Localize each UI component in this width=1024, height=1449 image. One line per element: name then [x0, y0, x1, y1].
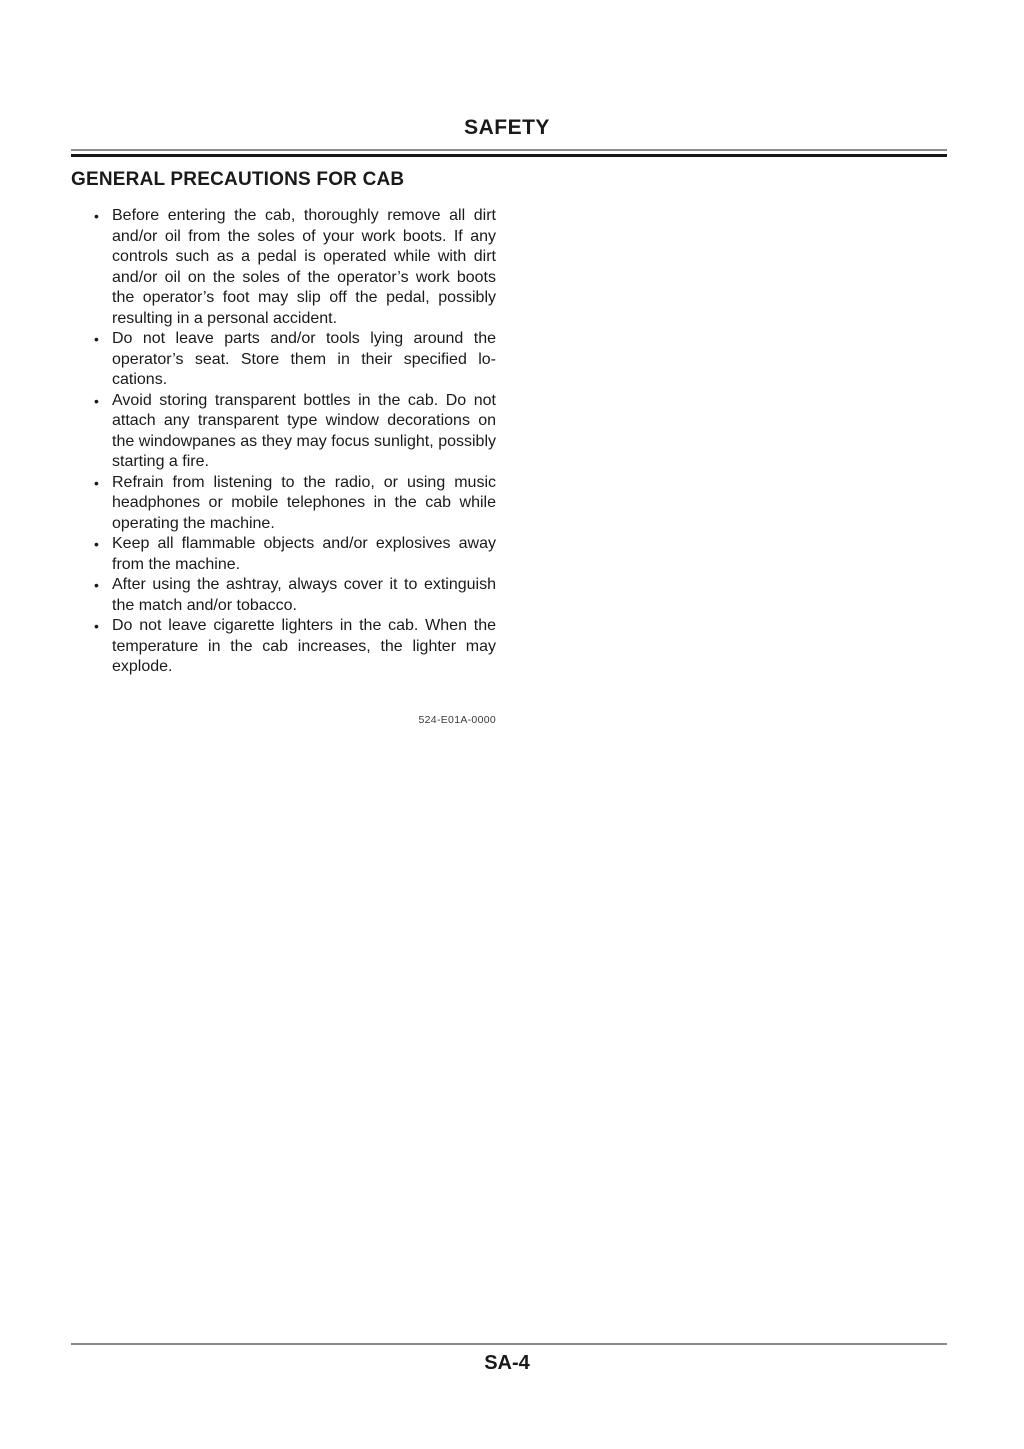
footer-divider [71, 1343, 947, 1345]
bullet-icon: • [94, 536, 99, 552]
page-title: SAFETY [464, 116, 550, 139]
bullet-icon: • [94, 474, 99, 491]
section-heading: GENERAL PRECAUTIONS FOR CAB [71, 169, 405, 190]
list-item-text: Refrain from listening to the radio, or using music headphones or mobile telephones in the cab while operating the machine. [112, 473, 496, 532]
reference-code: 524-E01A-0000 [418, 714, 496, 726]
bullet-icon: • [94, 618, 99, 634]
list-item [94, 391, 496, 473]
list-item [94, 206, 496, 329]
bullet-icon: • [94, 208, 99, 224]
title-divider-thin [71, 149, 947, 151]
list-item-text: Do not leave parts and/or tools lying around the operator’s seat. Store them in their specified locations. [112, 330, 496, 388]
list-item [94, 534, 496, 575]
bullet-icon: • [94, 392, 99, 409]
list-item-text: Keep all flammable objects and/or explosives away from the machine. [112, 535, 496, 573]
bullet-icon: • [94, 577, 99, 593]
list-item-text: After using the ashtray, always cover it to extinguish the match and/or tobacco. [112, 576, 496, 614]
list-item [94, 329, 496, 391]
list-item [94, 616, 496, 678]
list-item [94, 473, 496, 535]
page-number: SA-4 [484, 1352, 530, 1374]
list-item [94, 575, 496, 616]
list-item-text: Do not leave cigarette lighters in the cab. When the temperature in the cab increases, the lighter may explode. [112, 617, 496, 675]
list-item-text: Before entering the cab, thoroughly remove all dirt and/or oil from the soles of your work boots. If any controls such as a pedal is operated while with dirt and/or oil on the soles of the operator’s work boots the operator’s foot may slip off the pedal, possibly resulting in a personal accident. [112, 207, 496, 327]
precautions-list [94, 206, 496, 678]
list-item-text: Avoid storing transparent bottles in the cab. Do not attach any transparent type window decorations on the windowpanes as they may focus sunlight, possibly starting a fire. [112, 391, 496, 470]
title-divider-thick [71, 154, 947, 157]
bullet-icon: • [94, 331, 99, 347]
